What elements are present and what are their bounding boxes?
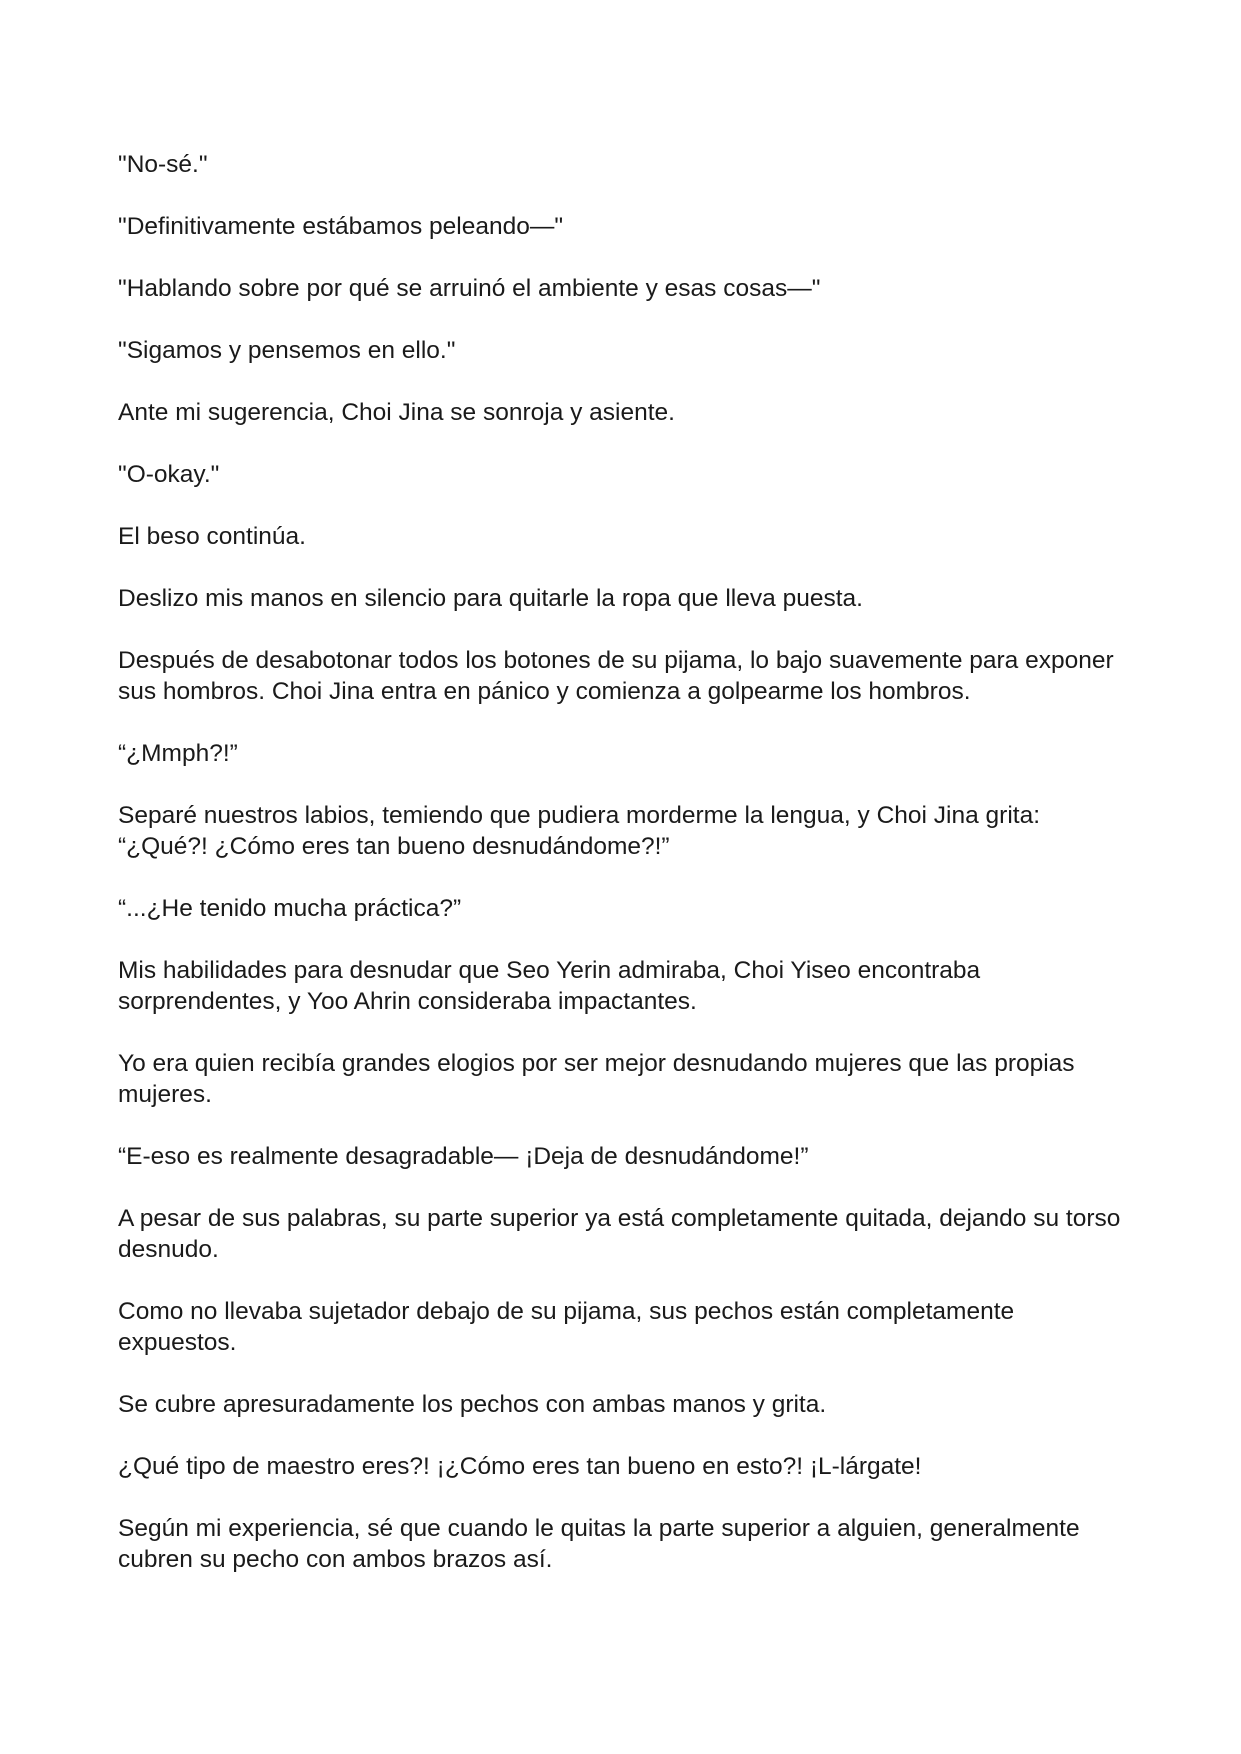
paragraph: “E-eso es realmente desagradable— ¡Deja de desnudándome!” (118, 1143, 809, 1170)
paragraph: "Sigamos y pensemos en ello." (118, 337, 456, 364)
paragraph: "No-sé." (118, 151, 208, 178)
paragraph: Se cubre apresuradamente los pechos con ambas manos y grita. (118, 1391, 827, 1418)
paragraph: "Hablando sobre por qué se arruinó el ambiente y esas cosas—" (118, 275, 821, 302)
paragraph: ¿Qué tipo de maestro eres?! ¡¿Cómo eres tan bueno en esto?! ¡L-lárgate! (118, 1453, 922, 1480)
paragraph: "Definitivamente estábamos peleando—" (118, 213, 564, 240)
paragraph: Ante mi sugerencia, Choi Jina se sonroja y asiente. (118, 399, 675, 426)
paragraph: Separé nuestros labios, temiendo que pudiera morderme la lengua, y Choi Jina grita: “¿Qué?! ¿Cómo eres tan bueno desnudándome?!” (118, 802, 1041, 860)
paragraph: Deslizo mis manos en silencio para quitarle la ropa que lleva puesta. (118, 585, 863, 612)
paragraph: "O-okay." (118, 461, 220, 488)
paragraph: Según mi experiencia, sé que cuando le quitas la parte superior a alguien, generalmente cubren su pecho con ambos brazos así. (118, 1515, 1080, 1573)
paragraph: Mis habilidades para desnudar que Seo Yerin admiraba, Choi Yiseo encontraba sorprendentes, y Yoo Ahrin consideraba impactantes. (118, 957, 981, 1015)
paragraph: Después de desabotonar todos los botones de su pijama, lo bajo suavemente para exponer sus hombros. Choi Jina entra en pánico y comienza a golpearme los hombros. (118, 647, 1114, 705)
document-body (118, 149, 1133, 1606)
paragraph: Como no llevaba sujetador debajo de su pijama, sus pechos están completamente expuestos. (118, 1298, 1015, 1356)
paragraph: El beso continúa. (118, 523, 306, 550)
paragraph: A pesar de sus palabras, su parte superior ya está completamente quitada, dejando su torso desnudo. (118, 1205, 1121, 1263)
paragraph: “¿Mmph?!” (118, 740, 238, 767)
paragraph: Yo era quien recibía grandes elogios por ser mejor desnudando mujeres que las propias mujeres. (118, 1050, 1075, 1108)
paragraph: “...¿He tenido mucha práctica?” (118, 895, 462, 922)
